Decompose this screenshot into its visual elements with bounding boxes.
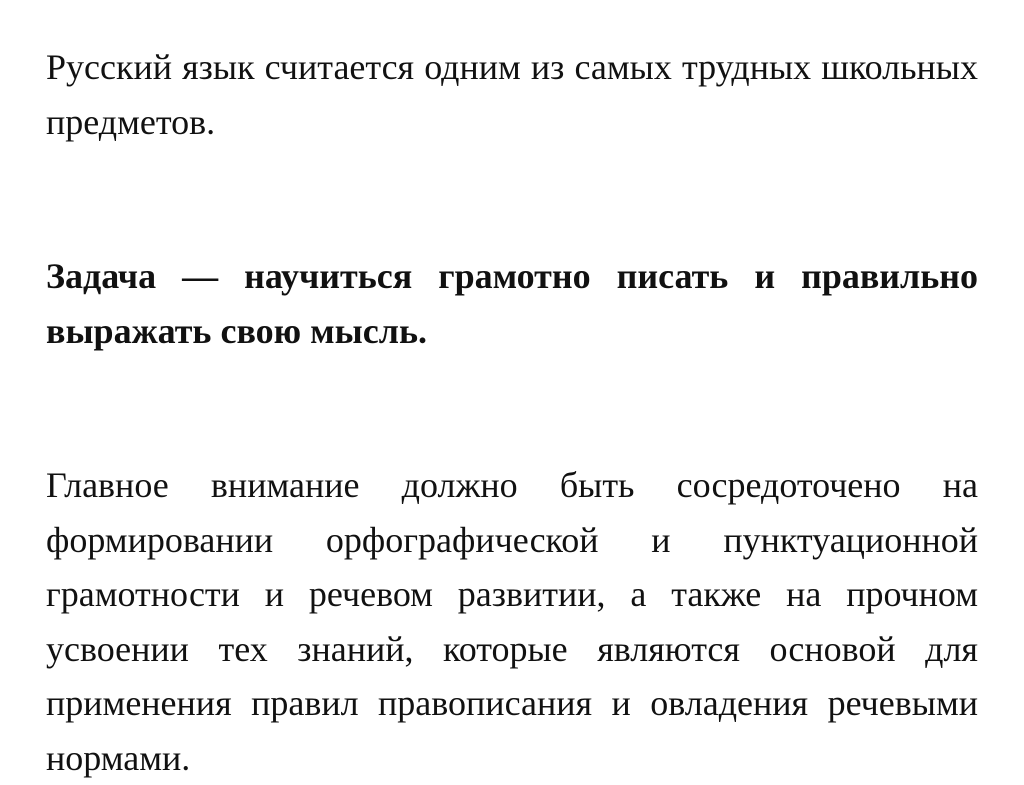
- paragraph-intro: Русский язык считается одним из самых трудных школьных предметов.: [46, 47, 978, 142]
- paragraph-task: Задача — научиться грамотно писать и правильно выражать свою мысль.: [46, 256, 978, 351]
- document-page: [46, 40, 978, 785]
- paragraph-focus: Главное внимание должно быть сосредоточено на формировании орфографической и пунктуационной грамотности и речевом развитии, а также на прочном усвоении тех знаний, которые являются основой для применения правил правописания и овладения речевыми нормами.: [46, 465, 978, 778]
